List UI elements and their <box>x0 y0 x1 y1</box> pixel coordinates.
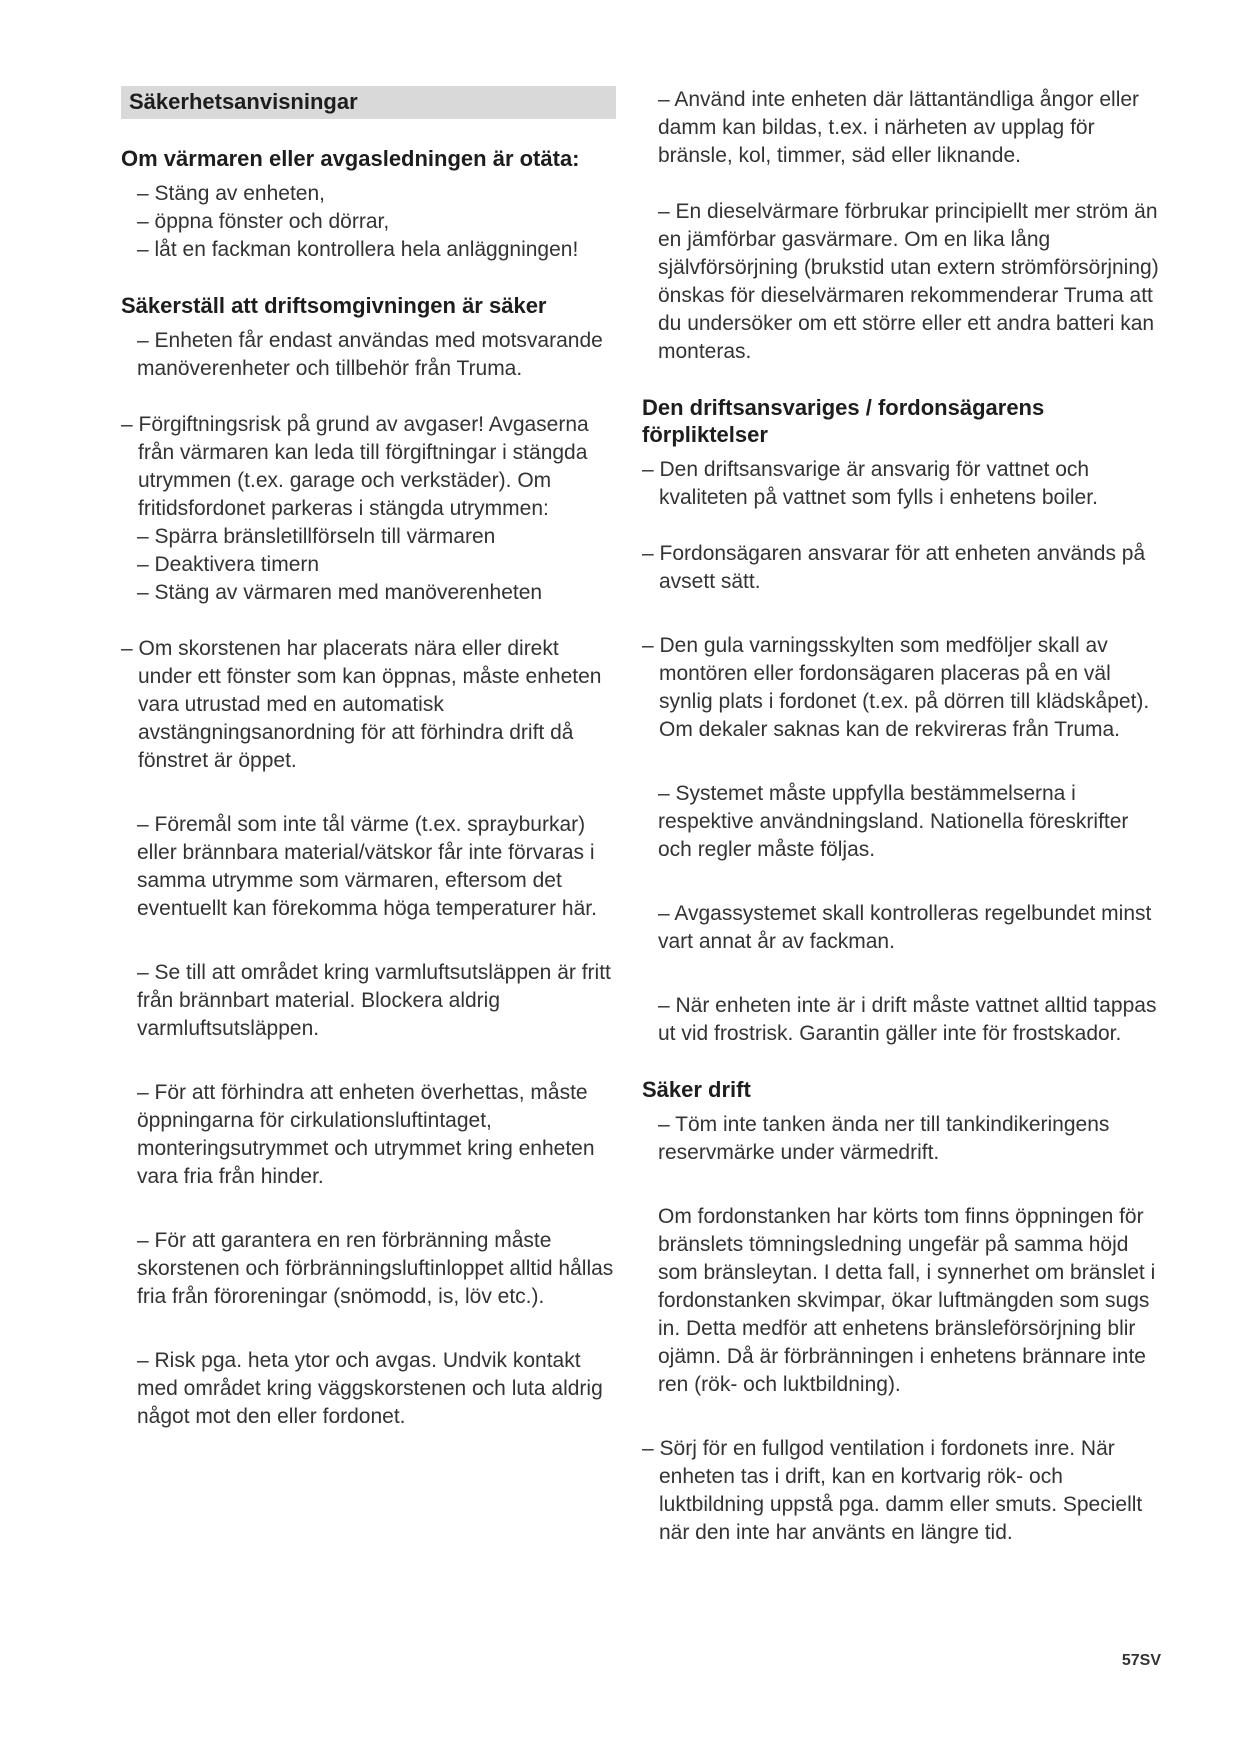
left-column <box>121 86 616 1431</box>
paragraph: – När enheten inte är i drift måste vattnet alltid tappas ut vid frostrisk. Garantin gäller inte för frostskador. <box>658 994 1157 1045</box>
paragraph: – Systemet måste uppfylla bestämmelserna i respektive användningsland. Nationella föreskrifter och regler måste följas. <box>658 782 1129 861</box>
leak-step: – låt en fackman kontrollera hela anläggningen! <box>137 238 579 261</box>
paragraph: – För att förhindra att enheten överhettas, måste öppningarna för cirkulationsluftintaget, monteringsutrymmet och utrymmet kring enheten vara fria från hinder. <box>137 1081 595 1188</box>
sublist-item: – Deaktivera timern <box>137 553 320 576</box>
paragraph: – Använd inte enheten där lättantändliga ångor eller damm kan bildas, t.ex. i närheten av upplag för bränsle, kol, timmer, säd eller liknande. <box>658 88 1140 167</box>
heading-owner-obligations: Den driftsansvariges / fordonsägarens förpliktelser <box>642 395 1045 447</box>
heading-safe-environment: Säkerställ att driftsomgivningen är säker <box>121 293 547 318</box>
sublist-item: – Spärra bränsletillförseln till värmaren <box>137 525 496 548</box>
paragraph: – Sörj för en fullgod ventilation i fordonets inre. När enheten tas i drift, kan en kortvarig rök- och luktbildning uppstå pga. damm eller smuts. Speciellt när den inte har använts en längre tid. <box>642 1437 1143 1544</box>
paragraph: – Avgassystemet skall kontrolleras regelbundet minst vart annat år av fackman. <box>658 902 1152 953</box>
paragraph: – Enheten får endast användas med motsvarande manöverenheter och tillbehör från Truma. <box>137 329 603 380</box>
paragraph: – Fordonsägaren ansvarar för att enheten används på avsett sätt. <box>642 542 1146 593</box>
sublist <box>121 523 616 607</box>
leak-step: – öppna fönster och dörrar, <box>137 210 390 233</box>
paragraph: – Risk pga. heta ytor och avgas. Undvik kontakt med området kring väggskorstenen och luta aldrig något mot den eller fordonet. <box>137 1349 603 1428</box>
paragraph: – Föremål som inte tål värme (t.ex. sprayburkar) eller brännbara material/vätskor får inte förvaras i samma utrymme som värmaren, eftersom det eventuellt kan förekomma höga temperaturer här. <box>137 813 597 920</box>
paragraph: – Töm inte tanken ända ner till tankindikeringens reservmärke under värmedrift. <box>658 1113 1110 1164</box>
right-column <box>642 86 1160 1547</box>
heading-safe-operation: Säker drift <box>642 1077 751 1102</box>
paragraph: – Den gula varningsskylten som medföljer skall av montören eller fordonsägaren placeras på en väl synlig plats i fordonet (t.ex. på dörren till klädskåpet). Om dekaler saknas kan de rekvireras från Truma. <box>642 634 1150 741</box>
paragraph: – För att garantera en ren förbränning måste skorstenen och förbränningsluftinloppet alltid hållas fria från föroreningar (snömodd, is, löv etc.). <box>137 1229 614 1308</box>
paragraph: – Den driftsansvarige är ansvarig för vattnet och kvaliteten på vattnet som fylls i enhetens boiler. <box>642 458 1098 509</box>
section-title: Säkerhetsanvisningar <box>121 86 616 119</box>
paragraph: – Se till att området kring varmluftsutsläppen är fritt från brännbart material. Blockera aldrig varmluftsutsläppen. <box>137 961 611 1040</box>
paragraph: – Förgiftningsrisk på grund av avgaser! Avgaserna från värmaren kan leda till förgiftningar i stängda utrymmen (t.ex. garage och verkstäder). Om fritidsfordonet parkeras i stängda utrymmen: <box>121 413 589 520</box>
paragraph: – Om skorstenen har placerats nära eller direkt under ett fönster som kan öppnas, måste enheten vara utrustad med en automatisk avstängningsanordning för att förhindra drift då fönstret är öppet. <box>121 637 602 772</box>
leak-step: – Stäng av enheten, <box>137 182 325 205</box>
page-number: 57SV <box>1121 1652 1161 1669</box>
heading-leak: Om värmaren eller avgasledningen är otäta: <box>121 146 580 171</box>
sublist-item: – Stäng av värmaren med manöverenheten <box>137 581 543 604</box>
paragraph: – En dieselvärmare förbrukar principiellt mer ström än en jämförbar gasvärmare. Om en lika lång självförsörjning (brukstid utan extern strömförsörjning) önskas för dieselvärmaren rekommenderar Truma att du undersöker om ett större eller ett andra batteri kan monteras. <box>658 200 1159 363</box>
paragraph: Om fordonstanken har körts tom finns öppningen för bränslets tömningsledning ungefär på samma höjd som bränsleytan. I detta fall, i synnerhet om bränslet i fordonstanken skvimpar, ökar luftmängden som sugs in. Detta medför att enhetens bränsleförsörjning blir ojämn. Då är förbränningen i enhetens brännare inte ren (rök- och luktbildning). <box>658 1205 1156 1396</box>
leak-steps <box>121 180 616 264</box>
